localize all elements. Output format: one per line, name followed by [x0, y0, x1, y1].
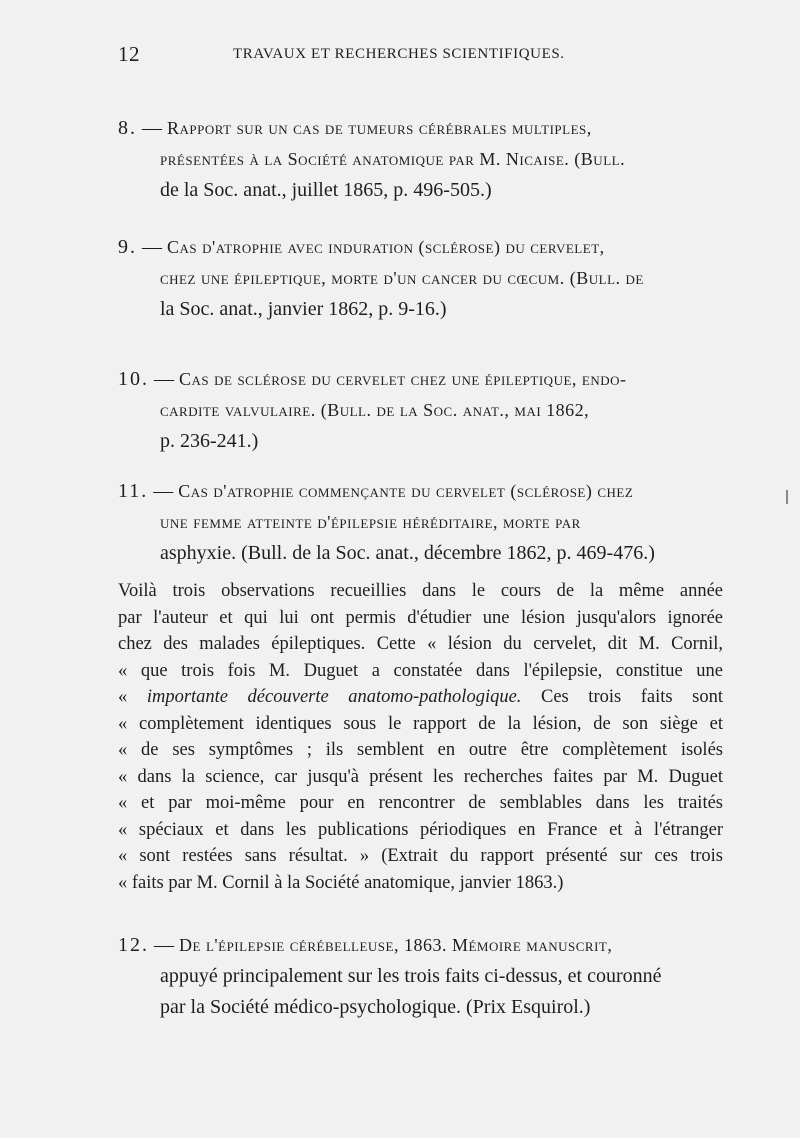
entry-citation-line: p. 236-241.) [160, 430, 259, 452]
paragraph-line: « et par moi-même pour en rencontrer de semblables dans les traités [118, 793, 723, 813]
entry-number: 12. [118, 934, 149, 956]
page-header [118, 42, 738, 67]
entry-citation-line: asphyxie. (Bull. de la Soc. anat., décembre 1862, p. 469-476.) [160, 542, 655, 564]
entry-dash: — [154, 368, 174, 390]
entry-number: 9. [118, 236, 137, 258]
entry-number: 8. [118, 117, 137, 139]
entry-title-line: présentées à la Société anatomique par M. Nicaise. (Bull. [160, 149, 626, 169]
italic-phrase: importante découverte anatomo-pathologique. [146, 687, 522, 707]
paragraph-line: « que trois fois M. Duguet a constatée dans l'épilepsie, constitue une [118, 660, 723, 681]
entry-number: 11. [118, 480, 149, 502]
paragraph-line: « spéciaux et dans les publications périodiques en France et à l'étranger [118, 819, 723, 840]
entry-title-line: Rapport sur un cas de tumeurs cérébrales multiples, [167, 118, 592, 138]
paragraph-line: par l'auteur et qui lui ont permis d'étudier une lésion jusqu'alors ignorée [118, 607, 723, 628]
entry-dash: — [153, 480, 174, 502]
entry-citation-line: de la Soc. anat., juillet 1865, p. 496-505.) [160, 179, 492, 201]
publication-entry-8 [118, 113, 723, 206]
publication-entry-10 [118, 364, 723, 457]
paragraph-line: « sont restées sans résultat. » (Extrait du rapport présenté sur ces trois [118, 846, 723, 866]
publication-entry-11 [118, 476, 723, 569]
entry-title-line: Cas de sclérose du cervelet chez une épileptique, endo- [179, 369, 627, 389]
entry-title-line: une femme atteinte d'épilepsie héréditaire, morte par [160, 512, 581, 532]
paragraph-line: Voilà trois observations recueillies dans le cours de la même année [118, 581, 723, 601]
running-title: TRAVAUX ET RECHERCHES SCIENTIFIQUES. [233, 46, 565, 62]
entry-dash: — [154, 934, 174, 956]
entry-title-line: chez une épileptique, morte d'un cancer du cœcum. (Bull. de [160, 268, 644, 288]
paragraph-line: « de ses symptômes ; ils semblent en outre être complètement isolés [118, 740, 723, 760]
entry-dash: — [142, 236, 162, 258]
page-number: 12 [118, 42, 140, 66]
entry-title-line: Cas d'atrophie commençante du cervelet (sclérose) chez [178, 481, 634, 501]
entry-title-line: Cas d'atrophie avec induration (sclérose) du cervelet, [167, 237, 605, 257]
paragraph-line: « dans la science, car jusqu'à présent les recherches faites par M. Duguet [118, 766, 723, 787]
paragraph-line: « complètement identiques sous le rapport de la lésion, de son siège et [118, 713, 723, 734]
commentary-paragraph [118, 578, 723, 896]
paragraph-line: « faits par M. Cornil à la Société anatomique, janvier 1863.) [118, 872, 564, 893]
entry-title-line: De l'épilepsie cérébelleuse, 1863. Mémoire manuscrit, [179, 935, 613, 955]
paragraph-line: chez des malades épileptiques. Cette « lésion du cervelet, dit M. Cornil, [118, 634, 723, 654]
entry-number: 10. [118, 368, 149, 390]
entry-citation-line: la Soc. anat., janvier 1862, p. 9-16.) [160, 298, 447, 320]
entry-dash: — [142, 117, 162, 139]
publication-entry-9 [118, 232, 723, 325]
entry-description-line: appuyé principalement sur les trois faits ci-dessus, et couronné [160, 965, 662, 987]
entry-title-line: cardite valvulaire. (Bull. de la Soc. anat., mai 1862, [160, 400, 590, 420]
paragraph-line: « importante découverte anatomo-pathologique. Ces trois faits sont [118, 687, 723, 707]
entry-description-line: par la Société médico-psychologique. (Prix Esquirol.) [160, 996, 591, 1018]
margin-mark [786, 490, 788, 504]
publication-entry-12 [118, 930, 723, 1023]
